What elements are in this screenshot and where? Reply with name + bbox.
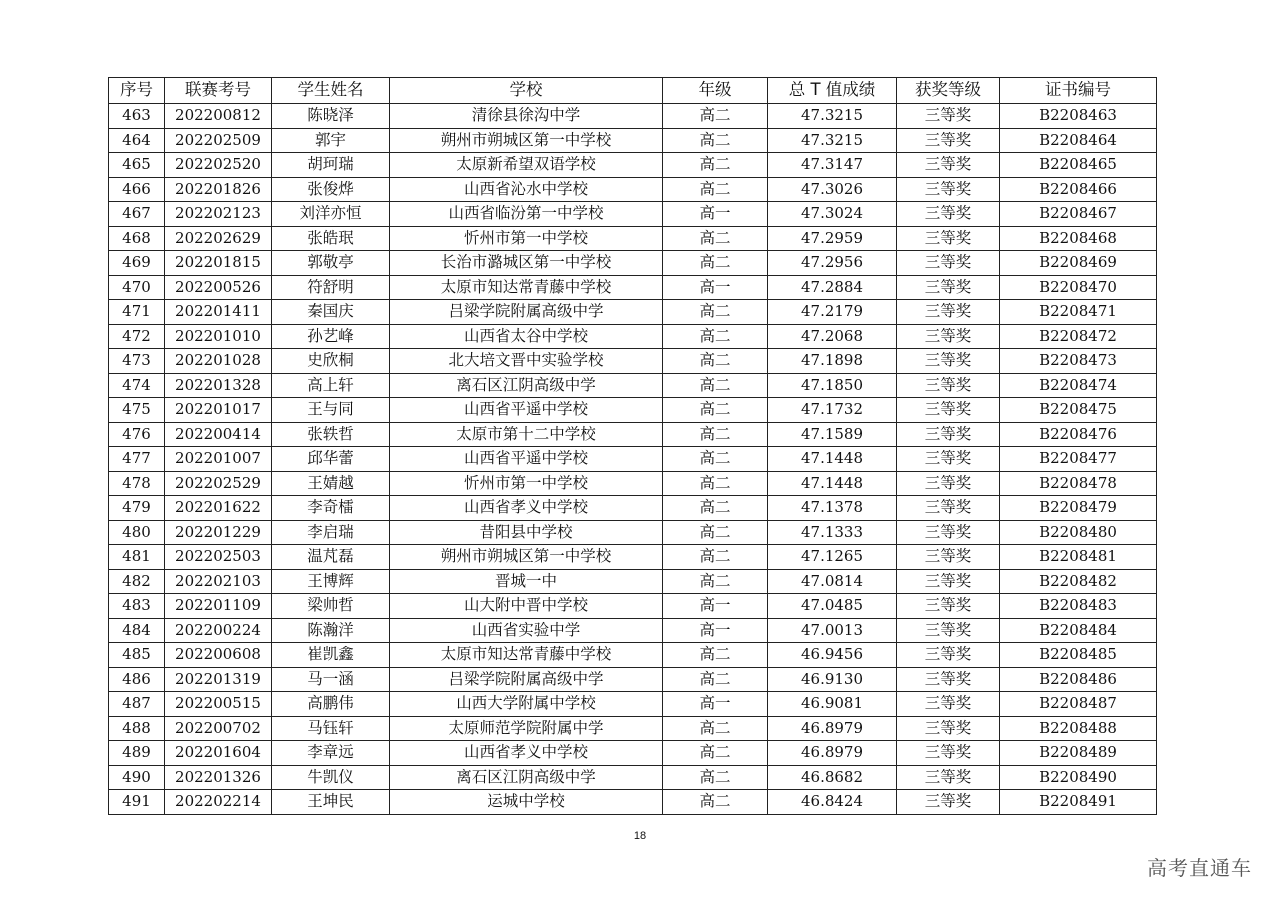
cell-student-name: 张皓珉: [272, 226, 390, 251]
table-row: [109, 275, 1157, 300]
cell-student-name: 胡珂瑞: [272, 153, 390, 178]
cell-exam-id: 202201326: [165, 765, 272, 790]
cell-index: 472: [109, 324, 165, 349]
cell-certificate-id: B2208466: [1000, 177, 1157, 202]
cell-index: 464: [109, 128, 165, 153]
cell-exam-id: 202202214: [165, 790, 272, 815]
cell-index: 476: [109, 422, 165, 447]
cell-t-score: 46.8682: [768, 765, 897, 790]
cell-exam-id: 202201010: [165, 324, 272, 349]
table-row: [109, 153, 1157, 178]
table-row: [109, 667, 1157, 692]
cell-index: 487: [109, 692, 165, 717]
cell-certificate-id: B2208465: [1000, 153, 1157, 178]
cell-student-name: 温芃磊: [272, 545, 390, 570]
cell-grade: 高二: [663, 496, 768, 521]
cell-student-name: 李章远: [272, 741, 390, 766]
cell-award-level: 三等奖: [897, 471, 1000, 496]
cell-award-level: 三等奖: [897, 520, 1000, 545]
cell-certificate-id: B2208464: [1000, 128, 1157, 153]
cell-exam-id: 202202503: [165, 545, 272, 570]
header-certificate-id: 证书编号: [1000, 78, 1157, 104]
cell-grade: 高一: [663, 594, 768, 619]
cell-school: 清徐县徐沟中学: [390, 104, 663, 129]
cell-student-name: 王与同: [272, 398, 390, 423]
cell-certificate-id: B2208468: [1000, 226, 1157, 251]
header-student-name: 学生姓名: [272, 78, 390, 104]
cell-certificate-id: B2208487: [1000, 692, 1157, 717]
cell-index: 486: [109, 667, 165, 692]
cell-index: 489: [109, 741, 165, 766]
header-grade: 年级: [663, 78, 768, 104]
cell-certificate-id: B2208472: [1000, 324, 1157, 349]
cell-exam-id: 202202629: [165, 226, 272, 251]
cell-grade: 高二: [663, 373, 768, 398]
cell-grade: 高二: [663, 349, 768, 374]
cell-school: 山西省临汾第一中学校: [390, 202, 663, 227]
cell-grade: 高二: [663, 177, 768, 202]
cell-award-level: 三等奖: [897, 716, 1000, 741]
cell-student-name: 高上轩: [272, 373, 390, 398]
cell-student-name: 马钰轩: [272, 716, 390, 741]
cell-award-level: 三等奖: [897, 300, 1000, 325]
cell-certificate-id: B2208485: [1000, 643, 1157, 668]
cell-t-score: 47.1898: [768, 349, 897, 374]
table-row: [109, 471, 1157, 496]
cell-grade: 高二: [663, 324, 768, 349]
cell-school: 朔州市朔城区第一中学校: [390, 545, 663, 570]
header-award-level: 获奖等级: [897, 78, 1000, 104]
cell-grade: 高二: [663, 790, 768, 815]
cell-index: 481: [109, 545, 165, 570]
cell-index: 468: [109, 226, 165, 251]
cell-student-name: 陈瀚洋: [272, 618, 390, 643]
cell-grade: 高二: [663, 765, 768, 790]
table-row: [109, 569, 1157, 594]
cell-exam-id: 202202520: [165, 153, 272, 178]
cell-certificate-id: B2208479: [1000, 496, 1157, 521]
cell-index: 488: [109, 716, 165, 741]
cell-exam-id: 202200702: [165, 716, 272, 741]
cell-certificate-id: B2208488: [1000, 716, 1157, 741]
cell-t-score: 47.1448: [768, 447, 897, 472]
watermark: 高考直通车: [1147, 856, 1252, 880]
header-index: 序号: [109, 78, 165, 104]
cell-award-level: 三等奖: [897, 324, 1000, 349]
cell-certificate-id: B2208463: [1000, 104, 1157, 129]
cell-index: 484: [109, 618, 165, 643]
cell-award-level: 三等奖: [897, 618, 1000, 643]
cell-certificate-id: B2208474: [1000, 373, 1157, 398]
cell-exam-id: 202201622: [165, 496, 272, 521]
cell-award-level: 三等奖: [897, 226, 1000, 251]
cell-t-score: 47.0485: [768, 594, 897, 619]
cell-school: 忻州市第一中学校: [390, 226, 663, 251]
cell-t-score: 47.3215: [768, 104, 897, 129]
cell-grade: 高二: [663, 716, 768, 741]
cell-exam-id: 202200224: [165, 618, 272, 643]
cell-index: 467: [109, 202, 165, 227]
cell-student-name: 高鹏伟: [272, 692, 390, 717]
cell-t-score: 47.1732: [768, 398, 897, 423]
cell-grade: 高一: [663, 202, 768, 227]
cell-award-level: 三等奖: [897, 373, 1000, 398]
cell-exam-id: 202200515: [165, 692, 272, 717]
cell-student-name: 牛凯仪: [272, 765, 390, 790]
cell-award-level: 三等奖: [897, 177, 1000, 202]
table-row: [109, 447, 1157, 472]
cell-school: 长治市潞城区第一中学校: [390, 251, 663, 276]
cell-award-level: 三等奖: [897, 496, 1000, 521]
cell-award-level: 三等奖: [897, 667, 1000, 692]
cell-student-name: 张俊烨: [272, 177, 390, 202]
cell-certificate-id: B2208469: [1000, 251, 1157, 276]
header-row: [109, 78, 1157, 104]
cell-grade: 高二: [663, 643, 768, 668]
header-school: 学校: [390, 78, 663, 104]
table-row: [109, 790, 1157, 815]
cell-index: 469: [109, 251, 165, 276]
table-row: [109, 545, 1157, 570]
cell-student-name: 崔凯鑫: [272, 643, 390, 668]
cell-index: 465: [109, 153, 165, 178]
header-exam-id: 联赛考号: [165, 78, 272, 104]
cell-student-name: 符舒明: [272, 275, 390, 300]
table-row: [109, 177, 1157, 202]
cell-exam-id: 202202529: [165, 471, 272, 496]
cell-student-name: 王坤民: [272, 790, 390, 815]
cell-school: 太原师范学院附属中学: [390, 716, 663, 741]
cell-student-name: 王博辉: [272, 569, 390, 594]
cell-school: 太原新希望双语学校: [390, 153, 663, 178]
cell-student-name: 郭敬亭: [272, 251, 390, 276]
cell-t-score: 47.2884: [768, 275, 897, 300]
cell-index: 477: [109, 447, 165, 472]
table-row: [109, 594, 1157, 619]
cell-student-name: 张轶哲: [272, 422, 390, 447]
cell-exam-id: 202201319: [165, 667, 272, 692]
cell-index: 478: [109, 471, 165, 496]
cell-t-score: 46.8424: [768, 790, 897, 815]
cell-award-level: 三等奖: [897, 104, 1000, 129]
cell-exam-id: 202201815: [165, 251, 272, 276]
cell-grade: 高二: [663, 226, 768, 251]
cell-student-name: 刘洋亦恒: [272, 202, 390, 227]
table-row: [109, 324, 1157, 349]
cell-student-name: 秦国庆: [272, 300, 390, 325]
cell-t-score: 46.9456: [768, 643, 897, 668]
cell-certificate-id: B2208473: [1000, 349, 1157, 374]
cell-index: 490: [109, 765, 165, 790]
cell-grade: 高一: [663, 275, 768, 300]
cell-award-level: 三等奖: [897, 398, 1000, 423]
table-row: [109, 716, 1157, 741]
cell-grade: 高二: [663, 471, 768, 496]
cell-student-name: 邱华蕾: [272, 447, 390, 472]
cell-t-score: 47.3147: [768, 153, 897, 178]
cell-school: 山西省平遥中学校: [390, 398, 663, 423]
cell-exam-id: 202200526: [165, 275, 272, 300]
cell-school: 运城中学校: [390, 790, 663, 815]
cell-index: 475: [109, 398, 165, 423]
cell-certificate-id: B2208478: [1000, 471, 1157, 496]
cell-certificate-id: B2208491: [1000, 790, 1157, 815]
cell-index: 491: [109, 790, 165, 815]
cell-grade: 高一: [663, 692, 768, 717]
cell-t-score: 47.2959: [768, 226, 897, 251]
cell-student-name: 李奇檑: [272, 496, 390, 521]
cell-t-score: 46.8979: [768, 716, 897, 741]
cell-exam-id: 202200812: [165, 104, 272, 129]
cell-index: 482: [109, 569, 165, 594]
cell-exam-id: 202202103: [165, 569, 272, 594]
cell-school: 吕梁学院附属高级中学: [390, 300, 663, 325]
table-body: [109, 104, 1157, 815]
cell-school: 山西大学附属中学校: [390, 692, 663, 717]
cell-award-level: 三等奖: [897, 643, 1000, 668]
cell-t-score: 46.9130: [768, 667, 897, 692]
cell-t-score: 47.0013: [768, 618, 897, 643]
cell-school: 离石区江阴高级中学: [390, 765, 663, 790]
cell-school: 山西省孝义中学校: [390, 741, 663, 766]
cell-certificate-id: B2208477: [1000, 447, 1157, 472]
table-row: [109, 692, 1157, 717]
cell-award-level: 三等奖: [897, 202, 1000, 227]
table-row: [109, 520, 1157, 545]
cell-award-level: 三等奖: [897, 447, 1000, 472]
cell-certificate-id: B2208483: [1000, 594, 1157, 619]
cell-school: 太原市第十二中学校: [390, 422, 663, 447]
cell-school: 离石区江阴高级中学: [390, 373, 663, 398]
cell-award-level: 三等奖: [897, 251, 1000, 276]
cell-grade: 高二: [663, 520, 768, 545]
table-row: [109, 373, 1157, 398]
table-row: [109, 251, 1157, 276]
cell-school: 山大附中晋中学校: [390, 594, 663, 619]
cell-award-level: 三等奖: [897, 594, 1000, 619]
cell-index: 483: [109, 594, 165, 619]
cell-t-score: 47.1589: [768, 422, 897, 447]
cell-student-name: 李启瑞: [272, 520, 390, 545]
cell-school: 朔州市朔城区第一中学校: [390, 128, 663, 153]
cell-exam-id: 202202509: [165, 128, 272, 153]
cell-award-level: 三等奖: [897, 741, 1000, 766]
page-number: 18: [633, 830, 647, 842]
cell-school: 吕梁学院附属高级中学: [390, 667, 663, 692]
table-row: [109, 765, 1157, 790]
cell-t-score: 47.1850: [768, 373, 897, 398]
cell-t-score: 47.3026: [768, 177, 897, 202]
cell-student-name: 史欣桐: [272, 349, 390, 374]
cell-school: 山西省实验中学: [390, 618, 663, 643]
cell-t-score: 47.2179: [768, 300, 897, 325]
cell-school: 晋城一中: [390, 569, 663, 594]
cell-index: 479: [109, 496, 165, 521]
cell-exam-id: 202201328: [165, 373, 272, 398]
cell-student-name: 王婧越: [272, 471, 390, 496]
cell-grade: 高二: [663, 569, 768, 594]
cell-grade: 高二: [663, 545, 768, 570]
cell-grade: 高二: [663, 398, 768, 423]
cell-certificate-id: B2208489: [1000, 741, 1157, 766]
cell-t-score: 47.3215: [768, 128, 897, 153]
table-row: [109, 104, 1157, 129]
cell-award-level: 三等奖: [897, 422, 1000, 447]
cell-t-score: 47.1378: [768, 496, 897, 521]
cell-certificate-id: B2208476: [1000, 422, 1157, 447]
cell-school: 山西省孝义中学校: [390, 496, 663, 521]
cell-award-level: 三等奖: [897, 275, 1000, 300]
table-row: [109, 741, 1157, 766]
cell-student-name: 梁帅哲: [272, 594, 390, 619]
cell-t-score: 47.2068: [768, 324, 897, 349]
cell-grade: 高二: [663, 153, 768, 178]
cell-t-score: 47.0814: [768, 569, 897, 594]
cell-exam-id: 202201017: [165, 398, 272, 423]
cell-grade: 高二: [663, 128, 768, 153]
cell-index: 471: [109, 300, 165, 325]
cell-school: 忻州市第一中学校: [390, 471, 663, 496]
cell-grade: 高一: [663, 618, 768, 643]
cell-award-level: 三等奖: [897, 349, 1000, 374]
cell-t-score: 46.9081: [768, 692, 897, 717]
cell-grade: 高二: [663, 447, 768, 472]
cell-award-level: 三等奖: [897, 765, 1000, 790]
cell-exam-id: 202201229: [165, 520, 272, 545]
cell-school: 太原市知达常青藤中学校: [390, 643, 663, 668]
table-row: [109, 300, 1157, 325]
table-row: [109, 422, 1157, 447]
cell-certificate-id: B2208471: [1000, 300, 1157, 325]
table-row: [109, 643, 1157, 668]
cell-exam-id: 202202123: [165, 202, 272, 227]
cell-award-level: 三等奖: [897, 128, 1000, 153]
cell-school: 北大培文晋中实验学校: [390, 349, 663, 374]
table-row: [109, 128, 1157, 153]
cell-exam-id: 202201604: [165, 741, 272, 766]
cell-grade: 高二: [663, 741, 768, 766]
cell-certificate-id: B2208481: [1000, 545, 1157, 570]
cell-index: 473: [109, 349, 165, 374]
cell-exam-id: 202201411: [165, 300, 272, 325]
cell-t-score: 47.1333: [768, 520, 897, 545]
table-row: [109, 226, 1157, 251]
cell-certificate-id: B2208470: [1000, 275, 1157, 300]
cell-award-level: 三等奖: [897, 790, 1000, 815]
cell-student-name: 郭宇: [272, 128, 390, 153]
cell-certificate-id: B2208467: [1000, 202, 1157, 227]
cell-t-score: 47.2956: [768, 251, 897, 276]
cell-award-level: 三等奖: [897, 545, 1000, 570]
cell-index: 463: [109, 104, 165, 129]
cell-index: 474: [109, 373, 165, 398]
table-row: [109, 202, 1157, 227]
cell-award-level: 三等奖: [897, 569, 1000, 594]
cell-certificate-id: B2208475: [1000, 398, 1157, 423]
cell-exam-id: 202201826: [165, 177, 272, 202]
cell-exam-id: 202201028: [165, 349, 272, 374]
cell-t-score: 47.3024: [768, 202, 897, 227]
table-row: [109, 496, 1157, 521]
results-table: [108, 77, 1157, 815]
cell-school: 山西省平遥中学校: [390, 447, 663, 472]
cell-index: 466: [109, 177, 165, 202]
table-row: [109, 349, 1157, 374]
cell-student-name: 陈晓泽: [272, 104, 390, 129]
cell-grade: 高二: [663, 104, 768, 129]
cell-certificate-id: B2208482: [1000, 569, 1157, 594]
header-t-score: 总 T 值成绩: [768, 78, 897, 104]
cell-exam-id: 202200608: [165, 643, 272, 668]
cell-certificate-id: B2208480: [1000, 520, 1157, 545]
cell-award-level: 三等奖: [897, 692, 1000, 717]
cell-school: 太原市知达常青藤中学校: [390, 275, 663, 300]
cell-grade: 高二: [663, 422, 768, 447]
cell-school: 山西省太谷中学校: [390, 324, 663, 349]
cell-student-name: 马一涵: [272, 667, 390, 692]
cell-exam-id: 202201007: [165, 447, 272, 472]
table-row: [109, 398, 1157, 423]
cell-grade: 高二: [663, 251, 768, 276]
cell-index: 470: [109, 275, 165, 300]
cell-index: 485: [109, 643, 165, 668]
cell-student-name: 孙艺峰: [272, 324, 390, 349]
cell-certificate-id: B2208490: [1000, 765, 1157, 790]
cell-school: 山西省沁水中学校: [390, 177, 663, 202]
cell-award-level: 三等奖: [897, 153, 1000, 178]
cell-t-score: 47.1265: [768, 545, 897, 570]
cell-school: 昔阳县中学校: [390, 520, 663, 545]
cell-index: 480: [109, 520, 165, 545]
cell-grade: 高二: [663, 667, 768, 692]
table-row: [109, 618, 1157, 643]
cell-grade: 高二: [663, 300, 768, 325]
cell-t-score: 47.1448: [768, 471, 897, 496]
cell-certificate-id: B2208486: [1000, 667, 1157, 692]
cell-certificate-id: B2208484: [1000, 618, 1157, 643]
cell-t-score: 46.8979: [768, 741, 897, 766]
cell-exam-id: 202200414: [165, 422, 272, 447]
cell-exam-id: 202201109: [165, 594, 272, 619]
